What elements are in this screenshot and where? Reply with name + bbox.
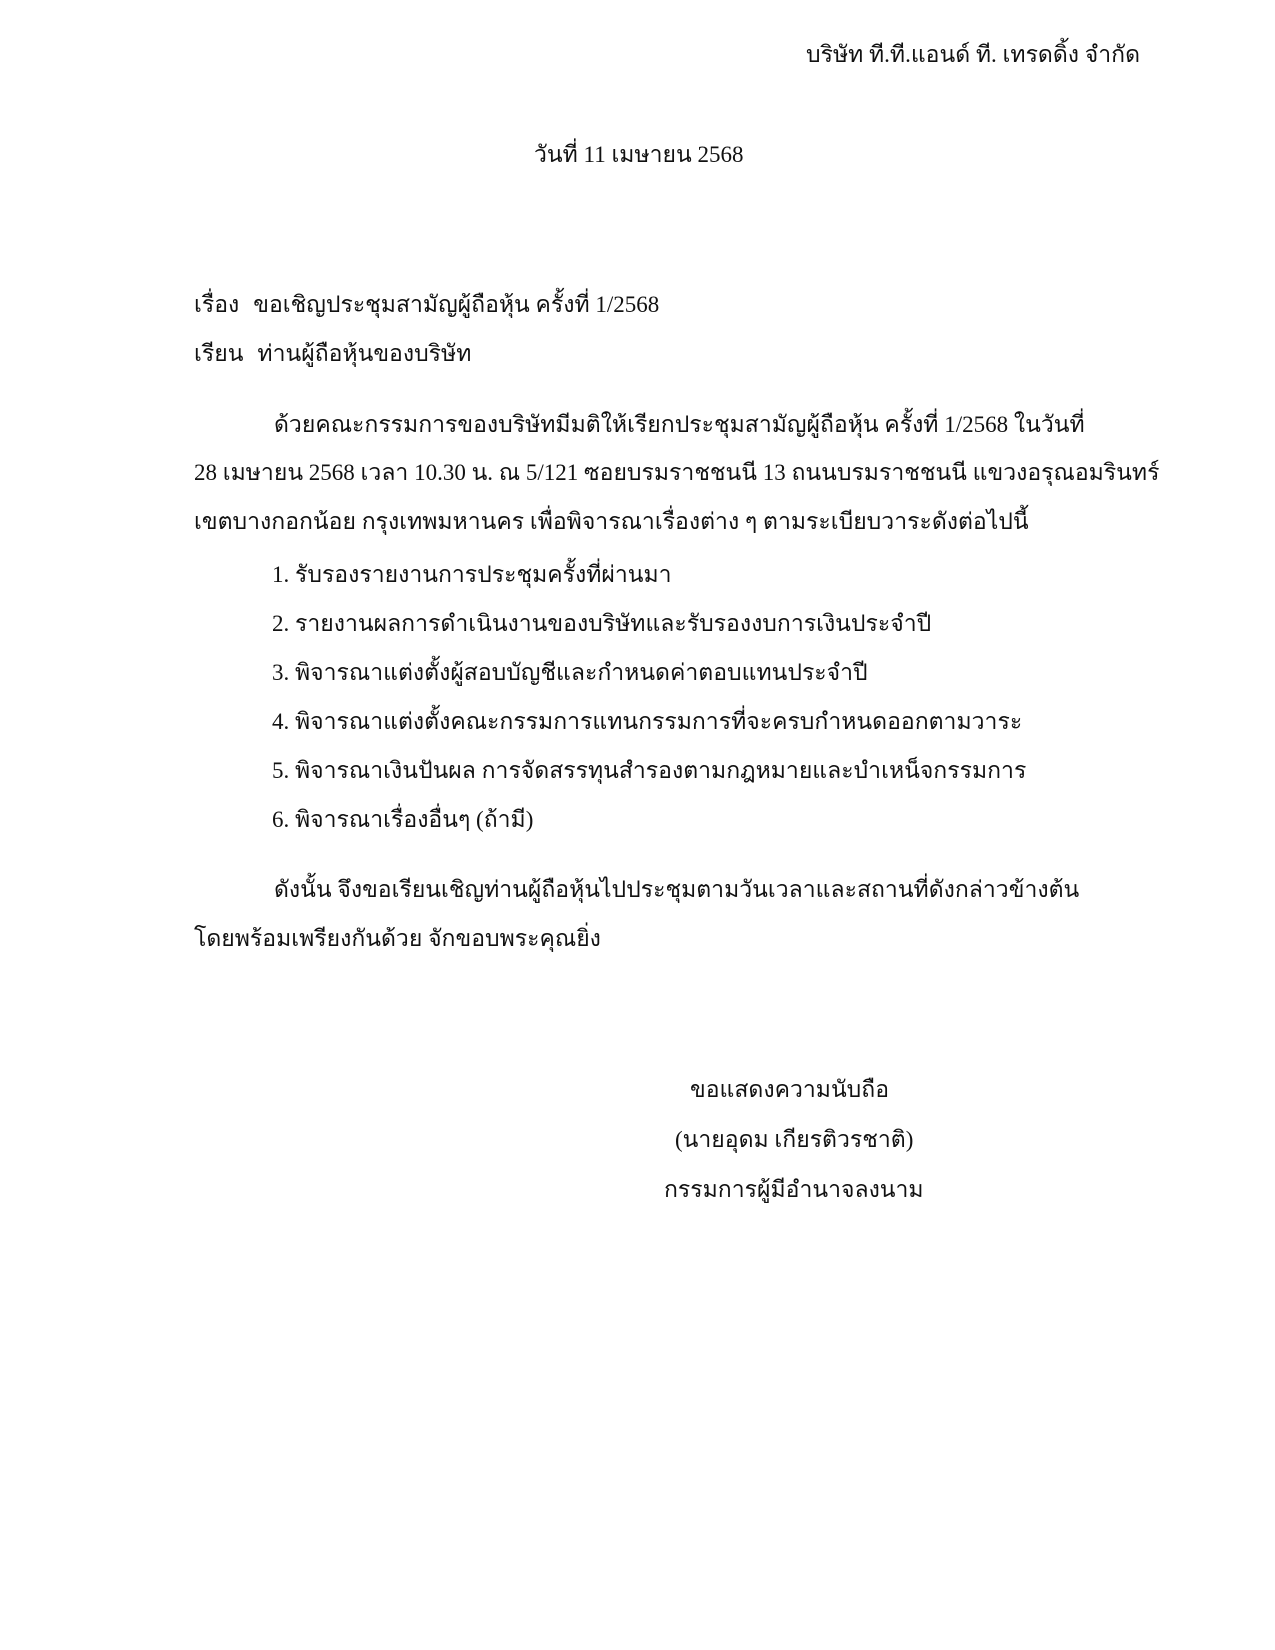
agenda-item: 1. รับรองรายงานการประชุมครั้งที่ผ่านมา (272, 562, 672, 587)
letter-date: วันที่ 11 เมษายน 2568 (534, 142, 744, 167)
body-paragraph-line: 28 เมษายน 2568 เวลา 10.30 น. ณ 5/121 ซอยบรมราชชนนี 13 ถนนบรมราชชนนี แขวงอรุณอมรินทร์ (194, 460, 1160, 485)
signature-regards: ขอแสดงความนับถือ (690, 1077, 890, 1102)
agenda-item: 5. พิจารณาเงินปันผล การจัดสรรทุนสำรองตามกฎหมายและบำเหน็จกรรมการ (272, 758, 1027, 783)
signature-title: กรรมการผู้มีอำนาจลงนาม (664, 1177, 924, 1202)
body-paragraph-line: ด้วยคณะกรรมการของบริษัทมีมติให้เรียกประชุมสามัญผู้ถือหุ้น ครั้งที่ 1/2568 ในวันที่ (274, 412, 1085, 437)
body-paragraph-line: เขตบางกอกน้อย กรุงเทพมหานคร เพื่อพิจารณาเรื่องต่าง ๆ ตามระเบียบวาระดังต่อไปนี้ (194, 509, 1029, 534)
closing-paragraph-line: โดยพร้อมเพรียงกันด้วย จักขอบพระคุณยิ่ง (194, 926, 601, 951)
subject-text: ขอเชิญประชุมสามัญผู้ถือหุ้น ครั้งที่ 1/2568 (253, 292, 660, 317)
salutation-line (194, 339, 471, 369)
agenda-item: 3. พิจารณาแต่งตั้งผู้สอบบัญชีและกำหนดค่าตอบแทนประจำปี (272, 660, 868, 685)
agenda-item: 6. พิจารณาเรื่องอื่นๆ (ถ้ามี) (272, 807, 534, 832)
subject-line (194, 290, 659, 320)
agenda-item: 2. รายงานผลการดำเนินงานของบริษัทและรับรองงบการเงินประจำปี (272, 611, 932, 636)
salutation-text: ท่านผู้ถือหุ้นของบริษัท (257, 341, 472, 366)
closing-paragraph-line: ดังนั้น จึงขอเรียนเชิญท่านผู้ถือหุ้นไปประชุมตามวันเวลาและสถานที่ดังกล่าวข้างต้น (274, 877, 1080, 902)
company-name: บริษัท ที.ที.แอนด์ ที. เทรดดิ้ง จำกัด (806, 42, 1141, 67)
subject-label: เรื่อง (194, 292, 240, 317)
salutation-label: เรียน (194, 341, 244, 366)
signature-name: (นายอุดม เกียรติวรชาติ) (675, 1127, 914, 1152)
agenda-item: 4. พิจารณาแต่งตั้งคณะกรรมการแทนกรรมการที่จะครบกำหนดออกตามวาระ (272, 709, 1023, 734)
